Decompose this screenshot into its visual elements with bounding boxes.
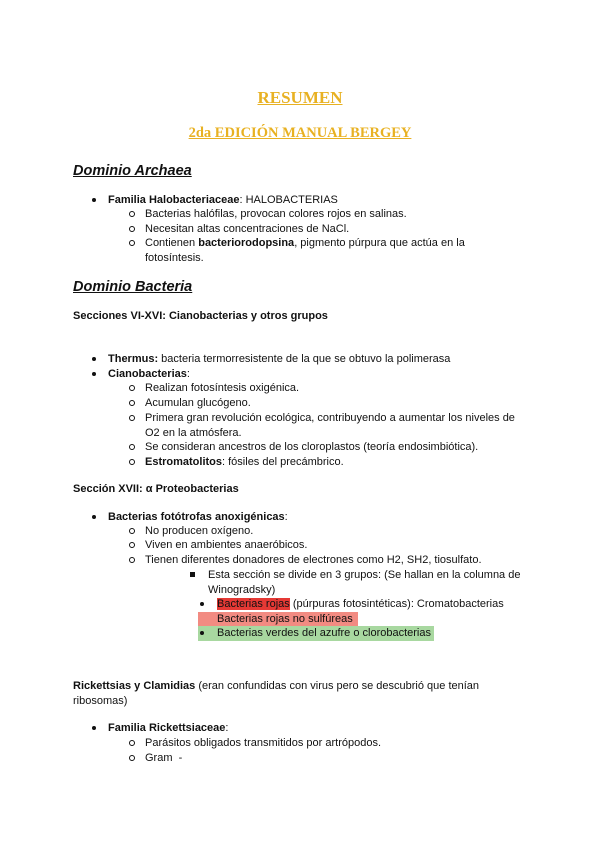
bullet-icon: [200, 631, 204, 635]
paragraph: Rickettsias y Clamidias (eran confundidas con virus pero se descubrió que tenían: [73, 680, 480, 692]
list-item: Estromatolitos: fósiles del precámbrico.: [145, 456, 344, 468]
list-item-continuation: Winogradsky): [208, 584, 276, 596]
list-item: Cianobacterias:: [108, 368, 190, 380]
list-item: Contienen bacteriorodopsina, pigmento púrpura que actúa en la: [145, 237, 465, 249]
list-item: Thermus: bacteria termorresistente de la que se obtuvo la polimerasa: [108, 353, 451, 365]
bullet-icon: [92, 726, 96, 730]
list-item: Se consideran ancestros de los cloroplastos (teoría endosimbiótica).: [145, 441, 479, 453]
circle-bullet-icon: [129, 240, 135, 246]
circle-bullet-icon: [129, 226, 135, 232]
circle-bullet-icon: [129, 385, 135, 391]
bullet-icon: [92, 198, 96, 202]
list-item: Familia Halobacteriaceae: HALOBACTERIAS: [108, 194, 338, 206]
list-item: Tienen diferentes donadores de electrones como H2, SH2, tiosulfato.: [145, 554, 482, 566]
bullet-icon: [92, 372, 96, 376]
circle-bullet-icon: [129, 740, 135, 746]
heading-bacteria: Dominio Bacteria: [73, 279, 193, 295]
circle-bullet-icon: [129, 459, 135, 465]
list-item: Realizan fotosíntesis oxigénica.: [145, 382, 300, 394]
paragraph-continuation: ribosomas): [73, 695, 128, 707]
list-item-continuation: fotosíntesis.: [145, 252, 204, 264]
list-item: Parásitos obligados transmitidos por artrópodos.: [145, 737, 382, 749]
circle-bullet-icon: [129, 211, 135, 217]
list-item: Esta sección se divide en 3 grupos: (Se hallan en la columna de: [208, 569, 521, 581]
section-heading: Secciones VI-XVI: Cianobacterias y otros grupos: [73, 310, 328, 322]
list-item: Familia Rickettsiaceae:: [108, 722, 229, 734]
circle-bullet-icon: [129, 444, 135, 450]
list-item: Acumulan glucógeno.: [145, 397, 251, 409]
list-item: Bacterias rojas (púrpuras fotosintéticas): Cromatobacterias: [217, 598, 504, 610]
list-item: Necesitan altas concentraciones de NaCl.: [145, 223, 350, 235]
page-subtitle: 2da EDICIÓN MANUAL BERGEY: [188, 125, 412, 141]
list-item: Gram -: [145, 752, 183, 764]
circle-bullet-icon: [129, 755, 135, 761]
bullet-icon: [92, 357, 96, 361]
list-item: Bacterias rojas no sulfúreas: [217, 613, 353, 625]
list-item: Bacterias fotótrofas anoxigénicas:: [108, 511, 288, 523]
page-title: RESUMEN: [257, 88, 343, 107]
circle-bullet-icon: [129, 557, 135, 563]
circle-bullet-icon: [129, 400, 135, 406]
list-item: Bacterias halófilas, provocan colores rojos en salinas.: [145, 208, 407, 220]
list-item: Primera gran revolución ecológica, contribuyendo a aumentar los niveles de: [145, 412, 515, 424]
section-heading: Sección XVII: α Proteobacterias: [73, 483, 239, 495]
bullet-icon: [200, 602, 204, 606]
list-item: Viven en ambientes anaeróbicos.: [145, 539, 308, 551]
circle-bullet-icon: [129, 542, 135, 548]
highlight-red: Bacterias rojas: [217, 598, 290, 610]
list-item-continuation: O2 en la atmósfera.: [145, 427, 242, 439]
square-bullet-icon: [190, 572, 195, 577]
bullet-icon: [92, 515, 96, 519]
circle-bullet-icon: [129, 415, 135, 421]
list-item: Bacterias verdes del azufre o clorobacterias: [217, 627, 431, 639]
circle-bullet-icon: [129, 528, 135, 534]
list-item: No producen oxígeno.: [145, 525, 254, 537]
heading-archaea: Dominio Archaea: [73, 163, 192, 179]
